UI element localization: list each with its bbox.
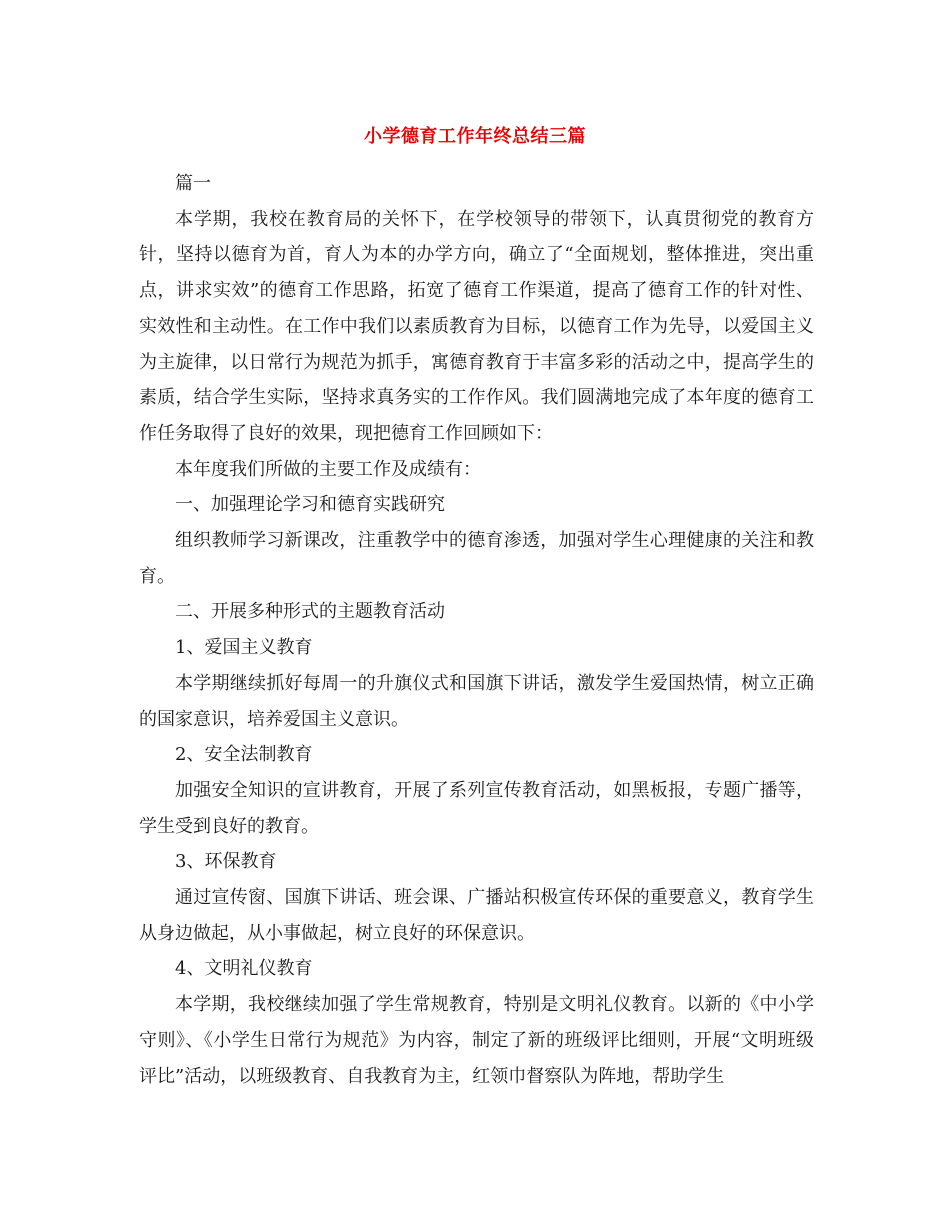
heading-safety-law: 2、安全法制教育	[175, 744, 313, 766]
document-body	[139, 166, 814, 1094]
paragraph-safety-law: 加强安全知识的宣讲教育，开展了系列宣传教育活动，如黑板报，专题广播等，学生受到良好的教育。	[139, 779, 814, 837]
heading-environment: 3、环保教育	[175, 851, 277, 873]
paragraph-patriotism: 本学期继续抓好每周一的升旗仪式和国旗下讲话，激发学生爱国热情，树立正确的国家意识，培养爱国主义意识。	[139, 672, 814, 730]
paragraph-etiquette: 本学期，我校继续加强了学生常规教育，特别是文明礼仪教育。以新的《中小学守则》、《小学生日常行为规范》为内容，制定了新的班级评比细则，开展“文明班级评比”活动，以班级教育、自我教育为主，红领巾督察队为阵地，帮助学生	[139, 994, 814, 1087]
heading-patriotism: 1、爱国主义教育	[175, 637, 313, 659]
heading-etiquette: 4、文明礼仪教育	[175, 958, 313, 980]
heading-theory-study: 一、加强理论学习和德育实践研究	[175, 494, 445, 516]
paragraph-theory-study: 组织教师学习新课改，注重教学中的德育渗透，加强对学生心理健康的关注和教育。	[139, 530, 814, 587]
document-title: 小学德育工作年终总结三篇	[364, 126, 586, 147]
intro-paragraph: 本学期，我校在教育局的关怀下，在学校领导的带领下，认真贯彻党的教育方针，坚持以德育为首，育人为本的办学方向，确立了“全面规划，整体推进，突出重点，讲求实效”的德育工作思路，拓宽了德育工作渠道，提高了德育工作的针对性、实效性和主动性。在工作中我们以素质教育为目标，以德育工作为先导，以爱国主义为主旋律，以日常行为规范为抓手，寓德育教育于丰富多彩的活动之中，提高学生的素质，结合学生实际，坚持求真务实的工作作风。我们圆满地完成了本年度的德育工作任务取得了良好的效果，现把德育工作回顾如下：	[139, 208, 814, 444]
paragraph-environment: 通过宣传窗、国旗下讲话、班会课、广播站积极宣传环保的重要意义，教育学生从身边做起，从小事做起，树立良好的环保意识。	[139, 887, 814, 944]
achievements-lead: 本年度我们所做的主要工作及成绩有：	[175, 458, 481, 480]
section-heading-part-one: 篇一	[175, 173, 211, 194]
heading-theme-activities: 二、开展多种形式的主题教育活动	[175, 601, 445, 623]
